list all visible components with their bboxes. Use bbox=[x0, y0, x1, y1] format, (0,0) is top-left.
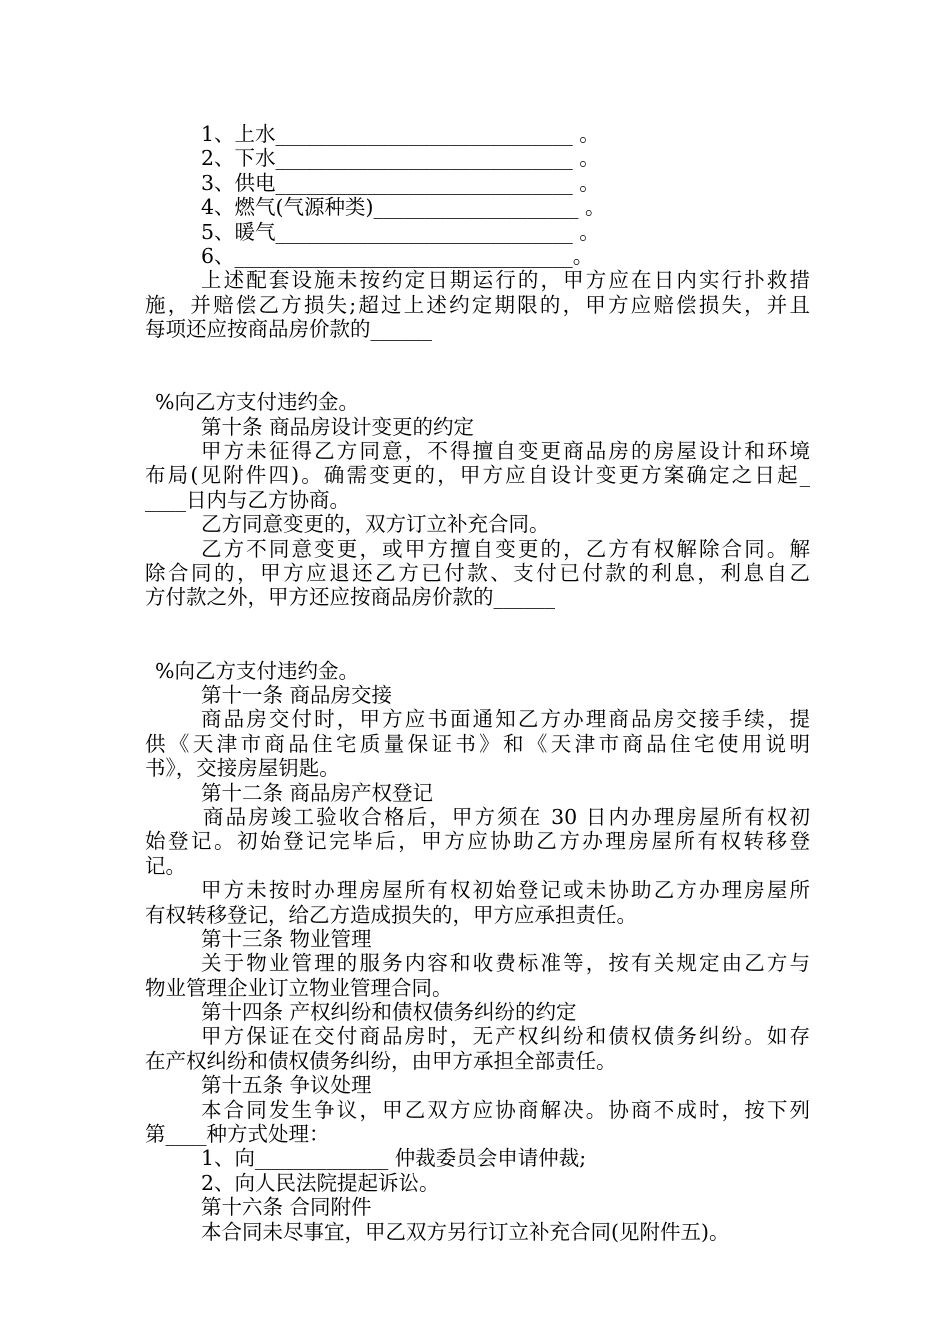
article-15-heading: 第十五条 争议处理 bbox=[201, 1073, 372, 1098]
utility-item-drainage: 2、下水_____________________________ 。 bbox=[201, 146, 600, 171]
paragraph-line: %向乙方支付违约金。 bbox=[155, 390, 359, 415]
paragraph-line: 乙方不同意变更，或甲方擅自变更的，乙方有权解除合同。解 bbox=[201, 536, 810, 561]
contract-text bbox=[145, 122, 810, 1244]
blank-gap bbox=[145, 342, 810, 391]
utility-item-gas: 4、燃气(气源种类)____________________ 。 bbox=[201, 195, 606, 220]
paragraph-line: 记。 bbox=[145, 853, 186, 878]
paragraph-line: 施，并赔偿乙方损失;超过上述约定期限的，甲方应赔偿损失，并且 bbox=[145, 292, 810, 317]
paragraph-line: 甲方未按时办理房屋所有权初始登记或未协助乙方办理房屋所 bbox=[201, 878, 810, 903]
paragraph-line: 供《天津市商品住宅质量保证书》和《天津市商品住宅使用说明 bbox=[145, 731, 810, 756]
article-16-heading: 第十六条 合同附件 bbox=[201, 1195, 372, 1220]
dispute-option-court: 2、向人民法院提起诉讼。 bbox=[201, 1170, 440, 1195]
paragraph-line: 甲方保证在交付商品房时，无产权纠纷和债权债务纠纷。如存 bbox=[201, 1024, 810, 1049]
dispute-option-arbitration: 1、向_____________ 仲裁委员会申请仲裁; bbox=[201, 1146, 587, 1171]
paragraph-line: 每项还应按商品房价款的______ bbox=[145, 317, 432, 342]
paragraph-line: 乙方同意变更的，双方订立补充合同。 bbox=[201, 512, 550, 537]
paragraph-line: 布局(见附件四)。确需变更的，甲方应自设计变更方案确定之日起_ bbox=[145, 463, 810, 488]
paragraph-line: 上述配套设施未按约定日期运行的，甲方应在日内实行扑救措 bbox=[201, 268, 810, 293]
paragraph-line: 方付款之外，甲方还应按商品房价款的______ bbox=[145, 585, 555, 610]
paragraph-line: 有权转移登记，给乙方造成损失的，甲方应承担责任。 bbox=[145, 902, 637, 927]
article-12-heading: 第十二条 商品房产权登记 bbox=[201, 780, 434, 805]
paragraph-line: 物业管理企业订立物业管理合同。 bbox=[145, 975, 453, 1000]
paragraph-line: 本合同发生争议，甲乙双方应协商解决。协商不成时，按下列 bbox=[201, 1097, 810, 1122]
paragraph-line: 书》，交接房屋钥匙。 bbox=[145, 756, 340, 781]
paragraph-line: 关于物业管理的服务内容和收费标准等，按有关规定由乙方与 bbox=[201, 951, 810, 976]
paragraph-line: 第____种方式处理： bbox=[145, 1122, 330, 1147]
paragraph-line: 始登记。初始登记完毕后，甲方应协助乙方办理房屋所有权转移登 bbox=[145, 829, 810, 854]
utility-item-heating: 5、暖气_____________________________ 。 bbox=[201, 219, 600, 244]
paragraph-line: 商品房交付时，甲方应书面通知乙方办理商品房交接手续，提 bbox=[201, 707, 810, 732]
article-13-heading: 第十三条 物业管理 bbox=[201, 926, 372, 951]
article-10-heading: 第十条 商品房设计变更的约定 bbox=[201, 414, 475, 439]
paragraph-line: 商品房竣工验收合格后，甲方须在 30 日内办理房屋所有权初 bbox=[203, 804, 810, 829]
paragraph-line: 甲方未征得乙方同意，不得擅自变更商品房的房屋设计和环境 bbox=[201, 439, 810, 464]
paragraph-line: 本合同未尽事宜，甲乙双方另行订立补充合同(见附件五)。 bbox=[201, 1219, 730, 1244]
paragraph-line: 除合同的，甲方应退还乙方已付款、支付已付款的利息，利息自乙 bbox=[145, 561, 810, 586]
article-11-heading: 第十一条 商品房交接 bbox=[201, 683, 393, 708]
paragraph-line: 在产权纠纷和债权债务纠纷，由甲方承担全部责任。 bbox=[145, 1048, 617, 1073]
blank-gap bbox=[145, 610, 810, 659]
utility-item-electricity: 3、供电_____________________________ 。 bbox=[201, 170, 600, 195]
article-14-heading: 第十四条 产权纠纷和债权债务纠纷的约定 bbox=[201, 1000, 577, 1025]
paragraph-line: %向乙方支付违约金。 bbox=[155, 658, 359, 683]
paragraph-line: ____日内与乙方协商。 bbox=[145, 487, 350, 512]
utility-item-water-supply: 1、上水_____________________________ 。 bbox=[201, 122, 600, 146]
utility-item-other: 6、_________________________________。 bbox=[201, 243, 594, 268]
